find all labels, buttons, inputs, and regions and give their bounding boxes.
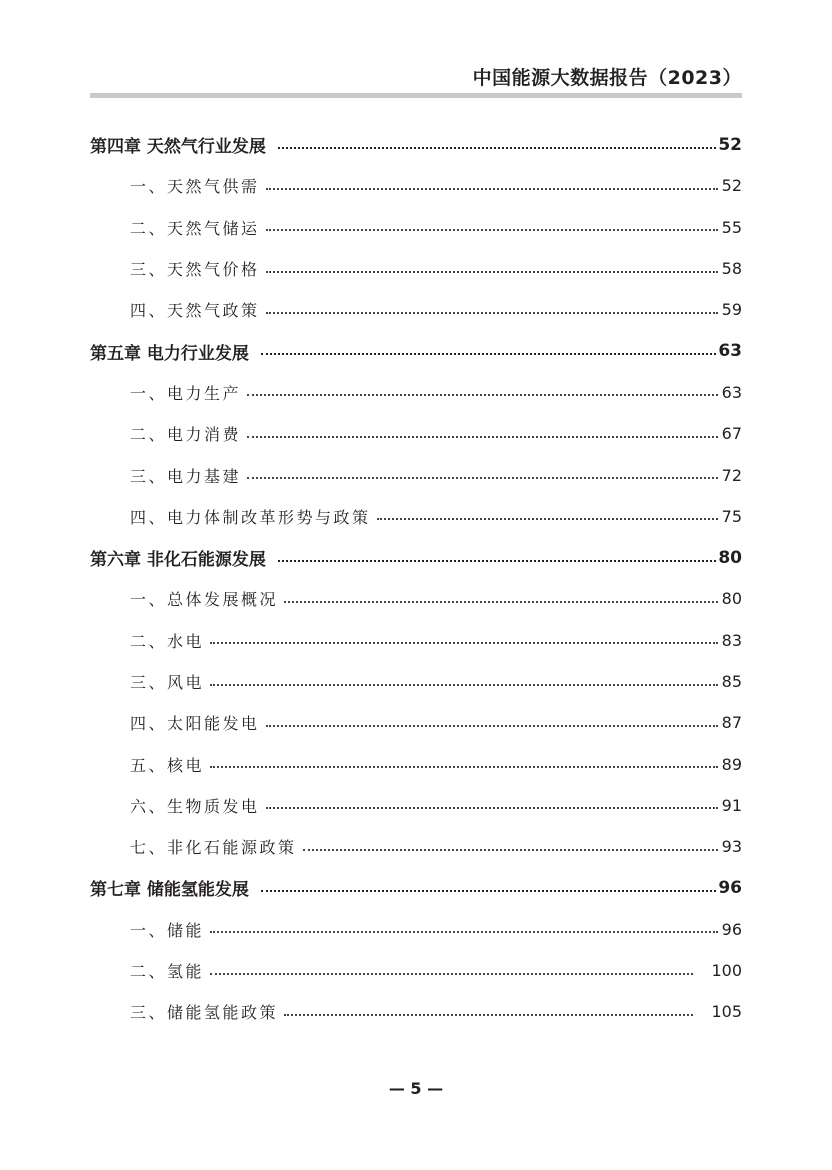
toc-section-entry[interactable] [90,991,742,1032]
toc-entry-page-number: 63 [721,382,742,402]
toc-entry-label: 第七章 储能氢能发展 [90,880,249,901]
toc-section-entry[interactable] [90,743,742,784]
dot-leader [261,353,716,355]
toc-section-entry[interactable] [90,496,742,537]
dot-leader [210,931,718,933]
toc-entry-label: 五、核电 [130,755,205,775]
toc-entry-label: 一、总体发展概况 [130,590,279,610]
toc-entry-label: 三、电力基建 [130,466,242,486]
toc-section-entry[interactable] [90,289,742,330]
toc-section-entry[interactable] [90,702,742,743]
toc-section-entry[interactable] [90,661,742,702]
toc-entry-page-number: 87 [721,713,742,733]
dot-leader [278,560,716,562]
toc-chapter-entry[interactable] [90,867,742,908]
toc-section-entry[interactable] [90,785,742,826]
toc-entry-page-number: 91 [721,795,742,815]
dot-leader [266,807,718,809]
dot-leader [210,766,718,768]
toc-entry-page-number: 89 [721,754,742,774]
toc-entry-page-number: 52 [721,176,742,196]
dot-leader [266,188,718,190]
toc-entry-label: 三、天然气价格 [130,260,260,280]
toc-section-entry[interactable] [90,826,742,867]
dot-leader [266,312,718,314]
toc-section-entry[interactable] [90,165,742,206]
toc-entry-page-number: 55 [721,217,742,237]
toc-entry-label: 一、储能 [130,920,205,940]
toc-entry-page-number: 67 [721,424,742,444]
toc-section-entry[interactable] [90,454,742,495]
dot-leader [261,890,716,892]
toc-entry-label: 二、氢能 [130,962,205,982]
toc-entry-label: 二、电力消费 [130,425,242,445]
toc-entry-label: 一、天然气供需 [130,177,260,197]
toc-entry-label: 四、天然气政策 [130,301,260,321]
toc-entry-label: 第六章 非化石能源发展 [90,550,266,571]
toc-chapter-entry[interactable] [90,330,742,371]
toc-entry-label: 六、生物质发电 [130,796,260,816]
toc-section-entry[interactable] [90,413,742,454]
toc-entry-page-number: 105 [711,1002,742,1022]
dot-leader [278,147,716,149]
toc-entry-page-number: 96 [718,877,742,898]
toc-section-entry[interactable] [90,909,742,950]
header-rule [90,93,742,98]
dot-leader [303,849,718,851]
toc-entry-page-number: 100 [711,961,742,981]
dot-leader [377,518,718,520]
page-number: — 5 — [388,1079,444,1098]
toc-chapter-entry[interactable] [90,537,742,578]
table-of-contents [90,124,742,1033]
dot-leader [266,229,718,231]
toc-entry-label: 二、水电 [130,631,205,651]
toc-entry-page-number: 59 [721,300,742,320]
dot-leader [247,394,718,396]
toc-section-entry[interactable] [90,620,742,661]
dot-leader [284,601,718,603]
dot-leader [266,271,718,273]
toc-entry-page-number: 80 [718,547,742,568]
dot-leader [210,973,693,975]
toc-section-entry[interactable] [90,950,742,991]
dot-leader [247,477,718,479]
toc-entry-page-number: 58 [721,259,742,279]
toc-section-entry[interactable] [90,248,742,289]
toc-entry-label: 四、太阳能发电 [130,714,260,734]
toc-entry-label: 三、储能氢能政策 [130,1003,279,1023]
toc-entry-page-number: 80 [721,589,742,609]
toc-entry-page-number: 72 [721,465,742,485]
toc-entry-label: 第五章 电力行业发展 [90,343,249,364]
toc-entry-page-number: 96 [721,919,742,939]
running-header-title: 中国能源大数据报告（2023） [472,67,742,89]
toc-entry-label: 四、电力体制改革形势与政策 [130,507,371,527]
toc-entry-page-number: 93 [721,837,742,857]
dot-leader [210,642,718,644]
dot-leader [284,1014,693,1016]
dot-leader [210,684,718,686]
toc-entry-page-number: 85 [721,672,742,691]
toc-section-entry[interactable] [90,207,742,248]
toc-entry-page-number: 52 [718,134,742,155]
toc-entry-page-number: 63 [718,341,742,362]
dot-leader [247,436,718,438]
toc-entry-label: 二、天然气储运 [130,218,260,238]
toc-entry-page-number: 83 [721,630,742,650]
toc-entry-label: 三、风电 [130,673,205,692]
toc-section-entry[interactable] [90,578,742,619]
toc-chapter-entry[interactable] [90,124,742,165]
dot-leader [266,725,718,727]
toc-section-entry[interactable] [90,372,742,413]
toc-entry-label: 七、非化石能源政策 [130,838,297,858]
toc-entry-label: 第四章 天然气行业发展 [90,137,266,158]
toc-entry-label: 一、电力生产 [130,383,242,403]
toc-entry-page-number: 75 [721,506,742,526]
